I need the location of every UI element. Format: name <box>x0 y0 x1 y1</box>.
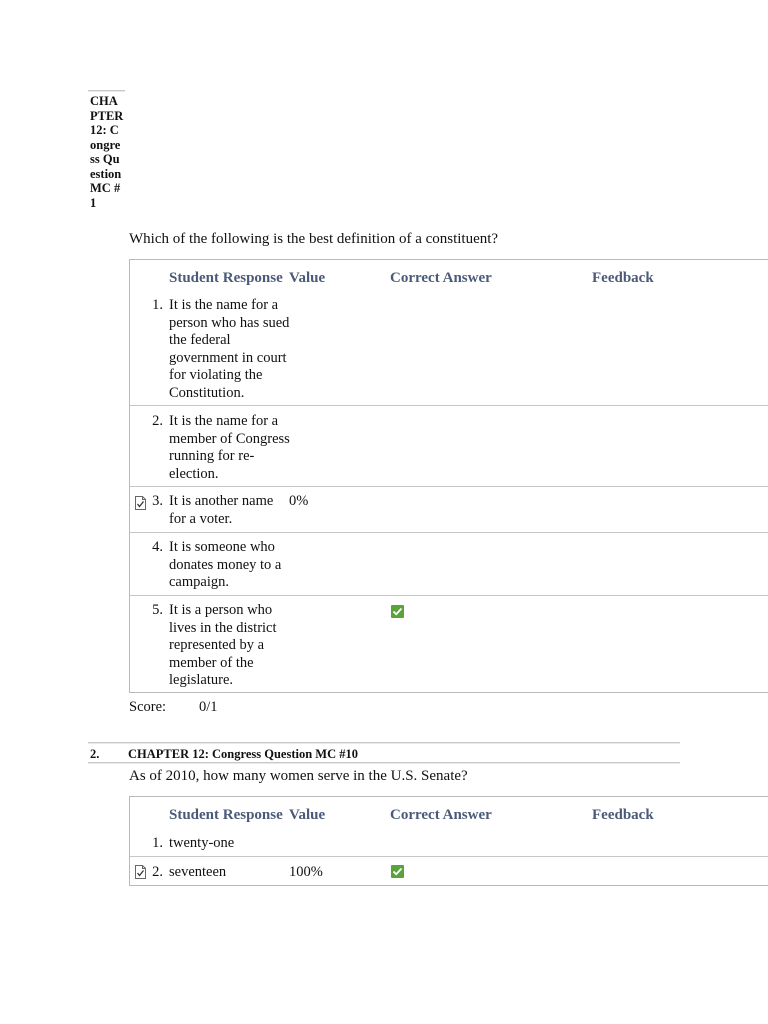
answer-text: seventeen <box>169 864 227 880</box>
header-student-response: Student Response <box>169 270 283 286</box>
answer-number: 1. <box>152 297 163 313</box>
header-feedback: Feedback <box>592 270 654 286</box>
row-divider <box>130 595 768 596</box>
answer-text: It is another name for a voter. <box>169 493 274 527</box>
row-divider <box>130 532 768 533</box>
answer-table <box>129 259 768 693</box>
answer-text: twenty-one <box>169 835 235 851</box>
header-value: Value <box>289 270 326 286</box>
row-divider <box>130 405 768 406</box>
score-value: 0/1 <box>199 699 218 715</box>
divider <box>88 742 680 744</box>
answer-table <box>129 796 768 886</box>
question-text: Which of the following is the best definition of a constituent? <box>129 231 499 247</box>
green-checkmark-icon <box>391 865 404 878</box>
divider <box>88 90 125 92</box>
divider <box>88 762 680 764</box>
answer-value: 100% <box>289 864 323 880</box>
answer-number: 3. <box>152 493 163 509</box>
answer-number: 2. <box>152 864 163 880</box>
answer-text: It is the name for a member of Congress running for re-election. <box>169 413 290 482</box>
answer-text: It is the name for a person who has sued the federal government in court for violating the Constitution. <box>169 297 290 401</box>
green-checkmark-icon <box>391 605 404 618</box>
answer-number: 2. <box>152 413 163 429</box>
answer-text: It is a person who lives in the district represented by a member of the legislature. <box>169 602 277 688</box>
score-label: Score: <box>129 699 167 715</box>
answer-number: 1. <box>152 835 163 851</box>
answer-number: 5. <box>152 602 163 618</box>
row-divider <box>130 486 768 487</box>
row-divider <box>130 856 768 857</box>
answer-value: 0% <box>289 493 309 509</box>
question-title: CHAPTER 12: Congress Question MC #10 <box>128 747 358 761</box>
header-feedback: Feedback <box>592 807 654 823</box>
question-text: As of 2010, how many women serve in the U.S. Senate? <box>129 768 468 784</box>
answer-number: 4. <box>152 539 163 555</box>
answer-text: It is someone who donates money to a campaign. <box>169 539 282 590</box>
header-correct-answer: Correct Answer <box>390 270 492 286</box>
header-correct-answer: Correct Answer <box>390 807 492 823</box>
question-title: CHAPTER 12: Congress Question MC #1 <box>90 94 124 210</box>
header-student-response: Student Response <box>169 807 283 823</box>
question-number: 2. <box>90 747 100 761</box>
header-value: Value <box>289 807 326 823</box>
